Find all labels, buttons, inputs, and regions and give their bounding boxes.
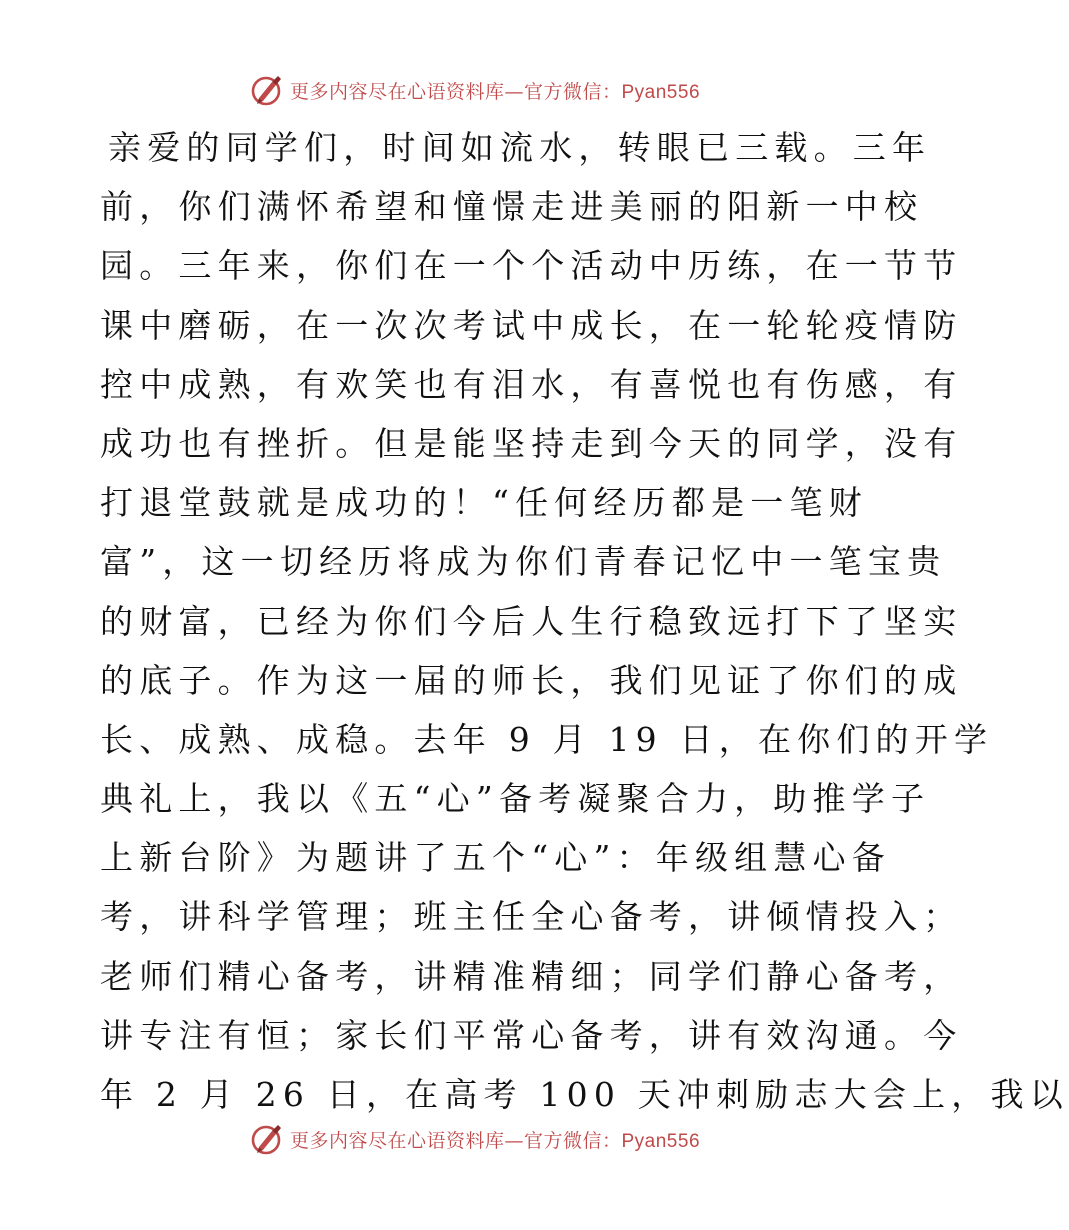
- watermark-content: [250, 73, 700, 107]
- text-line: 打退堂鼓就是成功的！“任何经历都是一笔财: [100, 483, 868, 523]
- text-line: 富”，这一切经历将成为你们青春记忆中一笔宝贵: [100, 542, 947, 582]
- pen-logo-icon: [250, 73, 284, 107]
- pen-logo-icon: [250, 1122, 284, 1156]
- text-line: 讲专注有恒；家长们平常心备考，讲有效沟通。今: [100, 1015, 963, 1055]
- text-line: 上新台阶》为题讲了五个“心”：年级组慧心备: [100, 838, 891, 878]
- watermark-text: [290, 1126, 700, 1153]
- text-line: 控中成熟，有欢笑也有泪水，有喜悦也有伤感，有: [100, 364, 963, 404]
- document-body: [100, 118, 1069, 1124]
- text-line: 成功也有挫折。但是能坚持走到今天的同学，没有: [100, 423, 963, 463]
- text-line: 长、成熟、成稳。去年 9 月 19 日，在你们的开学: [100, 719, 994, 759]
- text-line: 典礼上，我以《五“心”备考凝聚合力，助推学子: [100, 779, 931, 819]
- text-line: 年 2 月 26 日，在高考 100 天冲刺励志大会上，我以: [100, 1075, 1069, 1114]
- text-line: 的底子。作为这一届的师长，我们见证了你们的成: [100, 660, 963, 700]
- text-line: 园。三年来，你们在一个个活动中历练，在一节节: [100, 246, 963, 286]
- text-line: 考，讲科学管理；班主任全心备考，讲倾情投入；: [100, 897, 963, 937]
- watermark-text-cn: 更多内容尽在心语资料库—官方微信：: [289, 80, 622, 103]
- text-line: 课中磨砺，在一次次考试中成长，在一轮轮疫情防: [100, 305, 963, 345]
- watermark-text-en: Pyan556: [621, 1130, 701, 1152]
- watermark-text-cn: 更多内容尽在心语资料库—官方微信：: [289, 1129, 622, 1152]
- text-line: 的财富，已经为你们今后人生行稳致远打下了坚实: [100, 601, 963, 641]
- watermark-text-en: Pyan556: [621, 81, 701, 103]
- watermark-banner-top: [0, 70, 950, 110]
- text-line: 亲爱的同学们，时间如流水，转眼已三载。三年: [108, 128, 932, 167]
- text-line: 前，你们满怀希望和憧憬走进美丽的阳新一中校: [100, 187, 924, 227]
- watermark-text: [290, 77, 700, 104]
- watermark-banner-bottom: [0, 1119, 950, 1159]
- text-line: 老师们精心备考，讲精准精细；同学们静心备考，: [100, 956, 963, 996]
- watermark-content: [250, 1122, 700, 1156]
